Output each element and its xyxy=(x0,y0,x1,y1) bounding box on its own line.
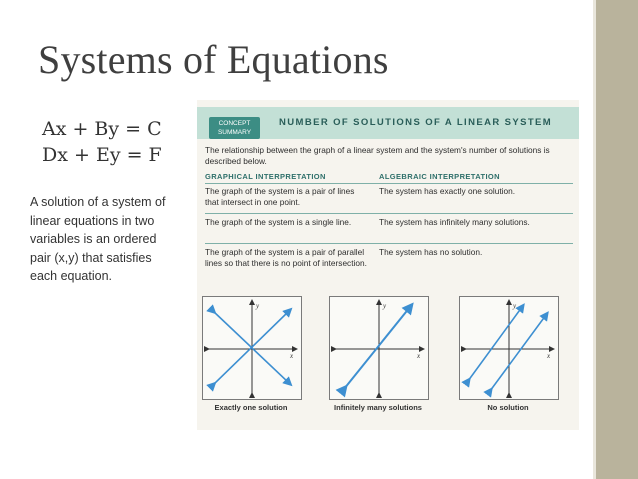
row-divider xyxy=(205,243,573,244)
line-coincident xyxy=(344,307,410,389)
concept-summary-panel xyxy=(197,100,579,430)
graph-no-solution xyxy=(459,296,559,400)
badge-line-1: CONCEPT xyxy=(218,120,251,127)
x-label: x xyxy=(290,352,294,360)
y-label: y xyxy=(383,302,387,310)
parallel-line-1 xyxy=(468,307,522,381)
y-label: y xyxy=(513,302,517,310)
slide-title: Systems of Equations xyxy=(38,37,389,82)
graphical-column-header: GRAPHICAL INTERPRETATION xyxy=(205,172,326,181)
equation-1: Ax + By = C xyxy=(42,118,162,140)
decorative-sidebar xyxy=(596,0,638,479)
x-label: x xyxy=(547,352,551,360)
row-1-graphical: The graph of the system is a pair of lines that intersect in one point. xyxy=(205,186,355,207)
parallel-line-2 xyxy=(490,315,546,391)
row-2-graphical: The graph of the system is a single line. xyxy=(205,217,352,227)
row-3-algebraic: The system has no solution. xyxy=(379,247,483,257)
row-divider xyxy=(205,213,573,214)
caption-infinite-solutions: Infinitely many solutions xyxy=(334,403,422,412)
definition-text: A solution of a system of linear equations in two variables is an ordered pair (x,y) that satisfies each equation. xyxy=(30,195,166,283)
caption-no-solution: No solution xyxy=(487,403,529,412)
row-3-graphical: The graph of the system is a pair of parallel lines so that there is no point of intersection. xyxy=(205,247,367,268)
row-divider xyxy=(205,183,573,184)
concept-summary-badge xyxy=(209,117,260,139)
caption-one-solution: Exactly one solution xyxy=(214,403,288,412)
equation-2: Dx + Ey = F xyxy=(42,144,162,166)
row-1-algebraic: The system has exactly one solution. xyxy=(379,186,516,196)
row-2-algebraic: The system has infinitely many solutions. xyxy=(379,217,530,227)
summary-intro: The relationship between the graph of a linear system and the system's number of solutions is described below. xyxy=(205,145,550,166)
summary-header xyxy=(197,107,579,139)
graph-one-solution xyxy=(202,296,302,400)
y-label: y xyxy=(256,302,260,310)
summary-title: NUMBER OF SOLUTIONS OF A LINEAR SYSTEM xyxy=(279,117,553,128)
badge-line-2: SUMMARY xyxy=(217,129,252,136)
algebraic-column-header: ALGEBRAIC INTERPRETATION xyxy=(379,172,500,181)
graph-infinite-solutions xyxy=(329,296,429,400)
x-label: x xyxy=(417,352,421,360)
